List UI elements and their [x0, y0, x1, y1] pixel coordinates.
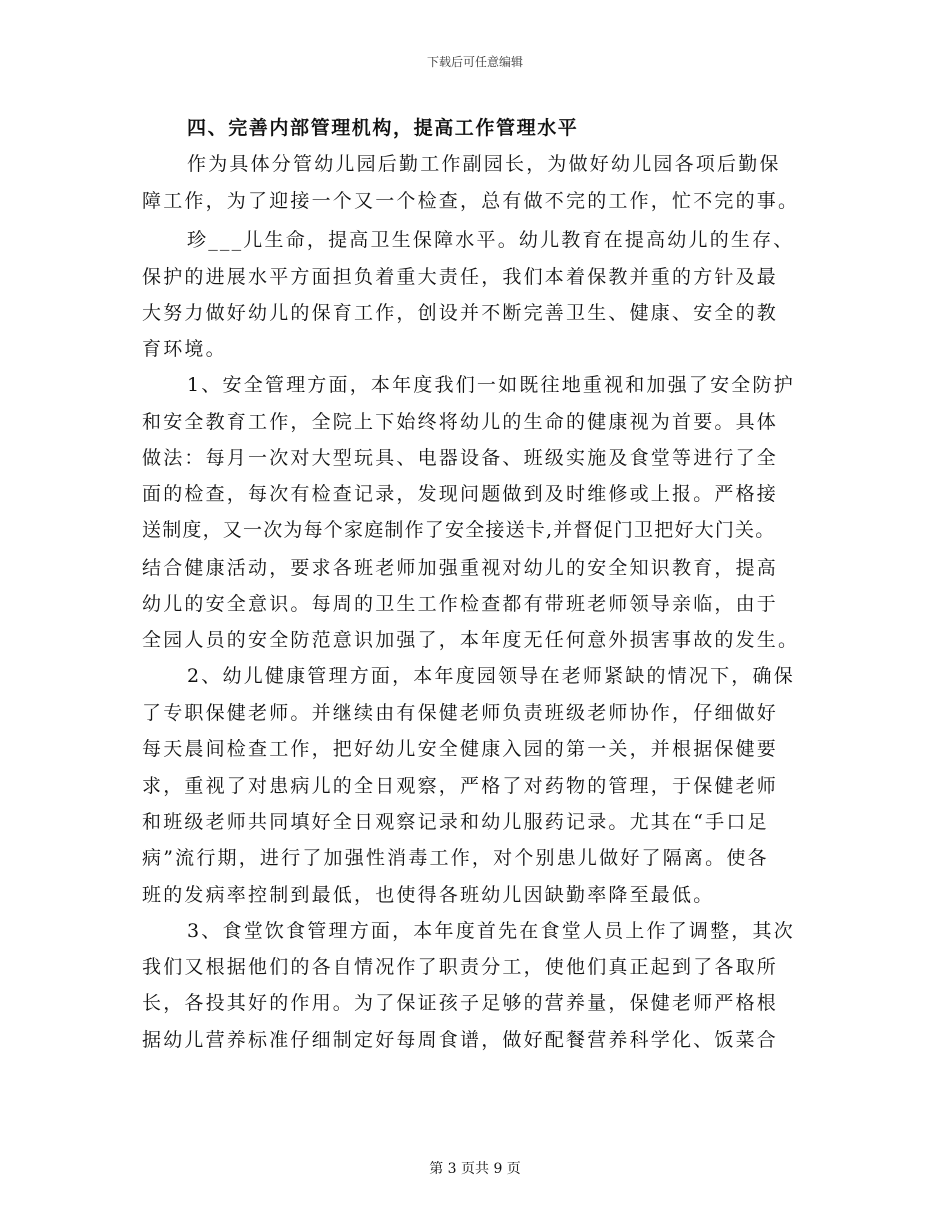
paragraph-line: 幼儿的安全意识。每周的卫生工作检查都有带班老师领导亲临，由于	[142, 593, 779, 615]
paragraph-line: 班的发病率控制到最低，也使得各班幼儿因缺勤率降至最低。	[142, 884, 715, 906]
paragraph-line: 1、安全管理方面，本年度我们一如既往地重视和加强了安全防护	[187, 374, 795, 396]
paragraph-line: 结合健康活动，要求各班老师加强重视对幼儿的安全知识教育，提高	[142, 557, 779, 579]
paragraph-line: 和班级老师共同填好全日观察记录和幼儿服药记录。尤其在“手口足	[142, 811, 769, 833]
paragraph-line: 了专职保健老师。并继续由有保健老师负责班级老师协作，仔细做好	[142, 702, 779, 724]
paragraph-line: 做法：每月一次对大型玩具、电器设备、班级实施及食堂等进行了全	[142, 447, 779, 469]
paragraph-line: 每天晨间检查工作，把好幼儿安全健康入园的第一关，并根据保健要	[142, 738, 779, 760]
paragraph-line: 长，各投其好的作用。为了保证孩子足够的营养量，保健老师严格根	[142, 992, 779, 1014]
paragraph-line: 3、食堂饮食管理方面，本年度首先在食堂人员上作了调整，其次	[187, 920, 795, 942]
paragraph-line: 障工作，为了迎接一个又一个检查，总有做不完的工作，忙不完的事。	[142, 190, 800, 212]
paragraph-line: 作为具体分管幼儿园后勤工作副园长，为做好幼儿园各项后勤保	[187, 153, 781, 175]
paragraph-line: 育环境。	[142, 338, 227, 360]
paragraph-line: 我们又根据他们的各自情况作了职责分工，使他们真正起到了各取所	[142, 956, 779, 978]
paragraph-line: 送制度，又一次为每个家庭制作了安全接送卡,并督促门卫把好大门关。	[142, 519, 776, 541]
page-number: 第 3 页共 9 页	[429, 1161, 521, 1177]
paragraph-line: 保护的进展水平方面担负着重大责任，我们本着保教并重的方针及最	[142, 266, 779, 288]
paragraph-line: 2、幼儿健康管理方面，本年度园领导在老师紧缺的情况下，确保	[187, 665, 795, 687]
section-heading: 四、完善内部管理机构，提高工作管理水平	[187, 117, 579, 139]
paragraph-line: 面的检查，每次有检查记录，发现问题做到及时维修或上报。严格接	[142, 483, 779, 505]
page-header: 下载后可任意编辑	[426, 55, 523, 69]
paragraph-line: 和安全教育工作，全院上下始终将幼儿的生命的健康视为首要。具体	[142, 411, 779, 433]
paragraph-line: 病”流行期，进行了加强性消毒工作，对个别患儿做好了隔离。使各	[142, 847, 769, 869]
paragraph-line: 全园人员的安全防范意识加强了，本年度无任何意外损害事故的发生。	[142, 629, 800, 651]
paragraph-line: 据幼儿营养标准仔细制定好每周食谱，做好配餐营养科学化、饭菜合	[142, 1029, 779, 1051]
paragraph-line: 珍___儿生命，提高卫生保障水平。幼儿教育在提高幼儿的生存、	[187, 229, 795, 251]
paragraph-line: 求，重视了对患病儿的全日观察，严格了对药物的管理，于保健老师	[142, 775, 779, 797]
paragraph-line: 大努力做好幼儿的保育工作，创设并不断完善卫生、健康、安全的教	[142, 302, 779, 324]
